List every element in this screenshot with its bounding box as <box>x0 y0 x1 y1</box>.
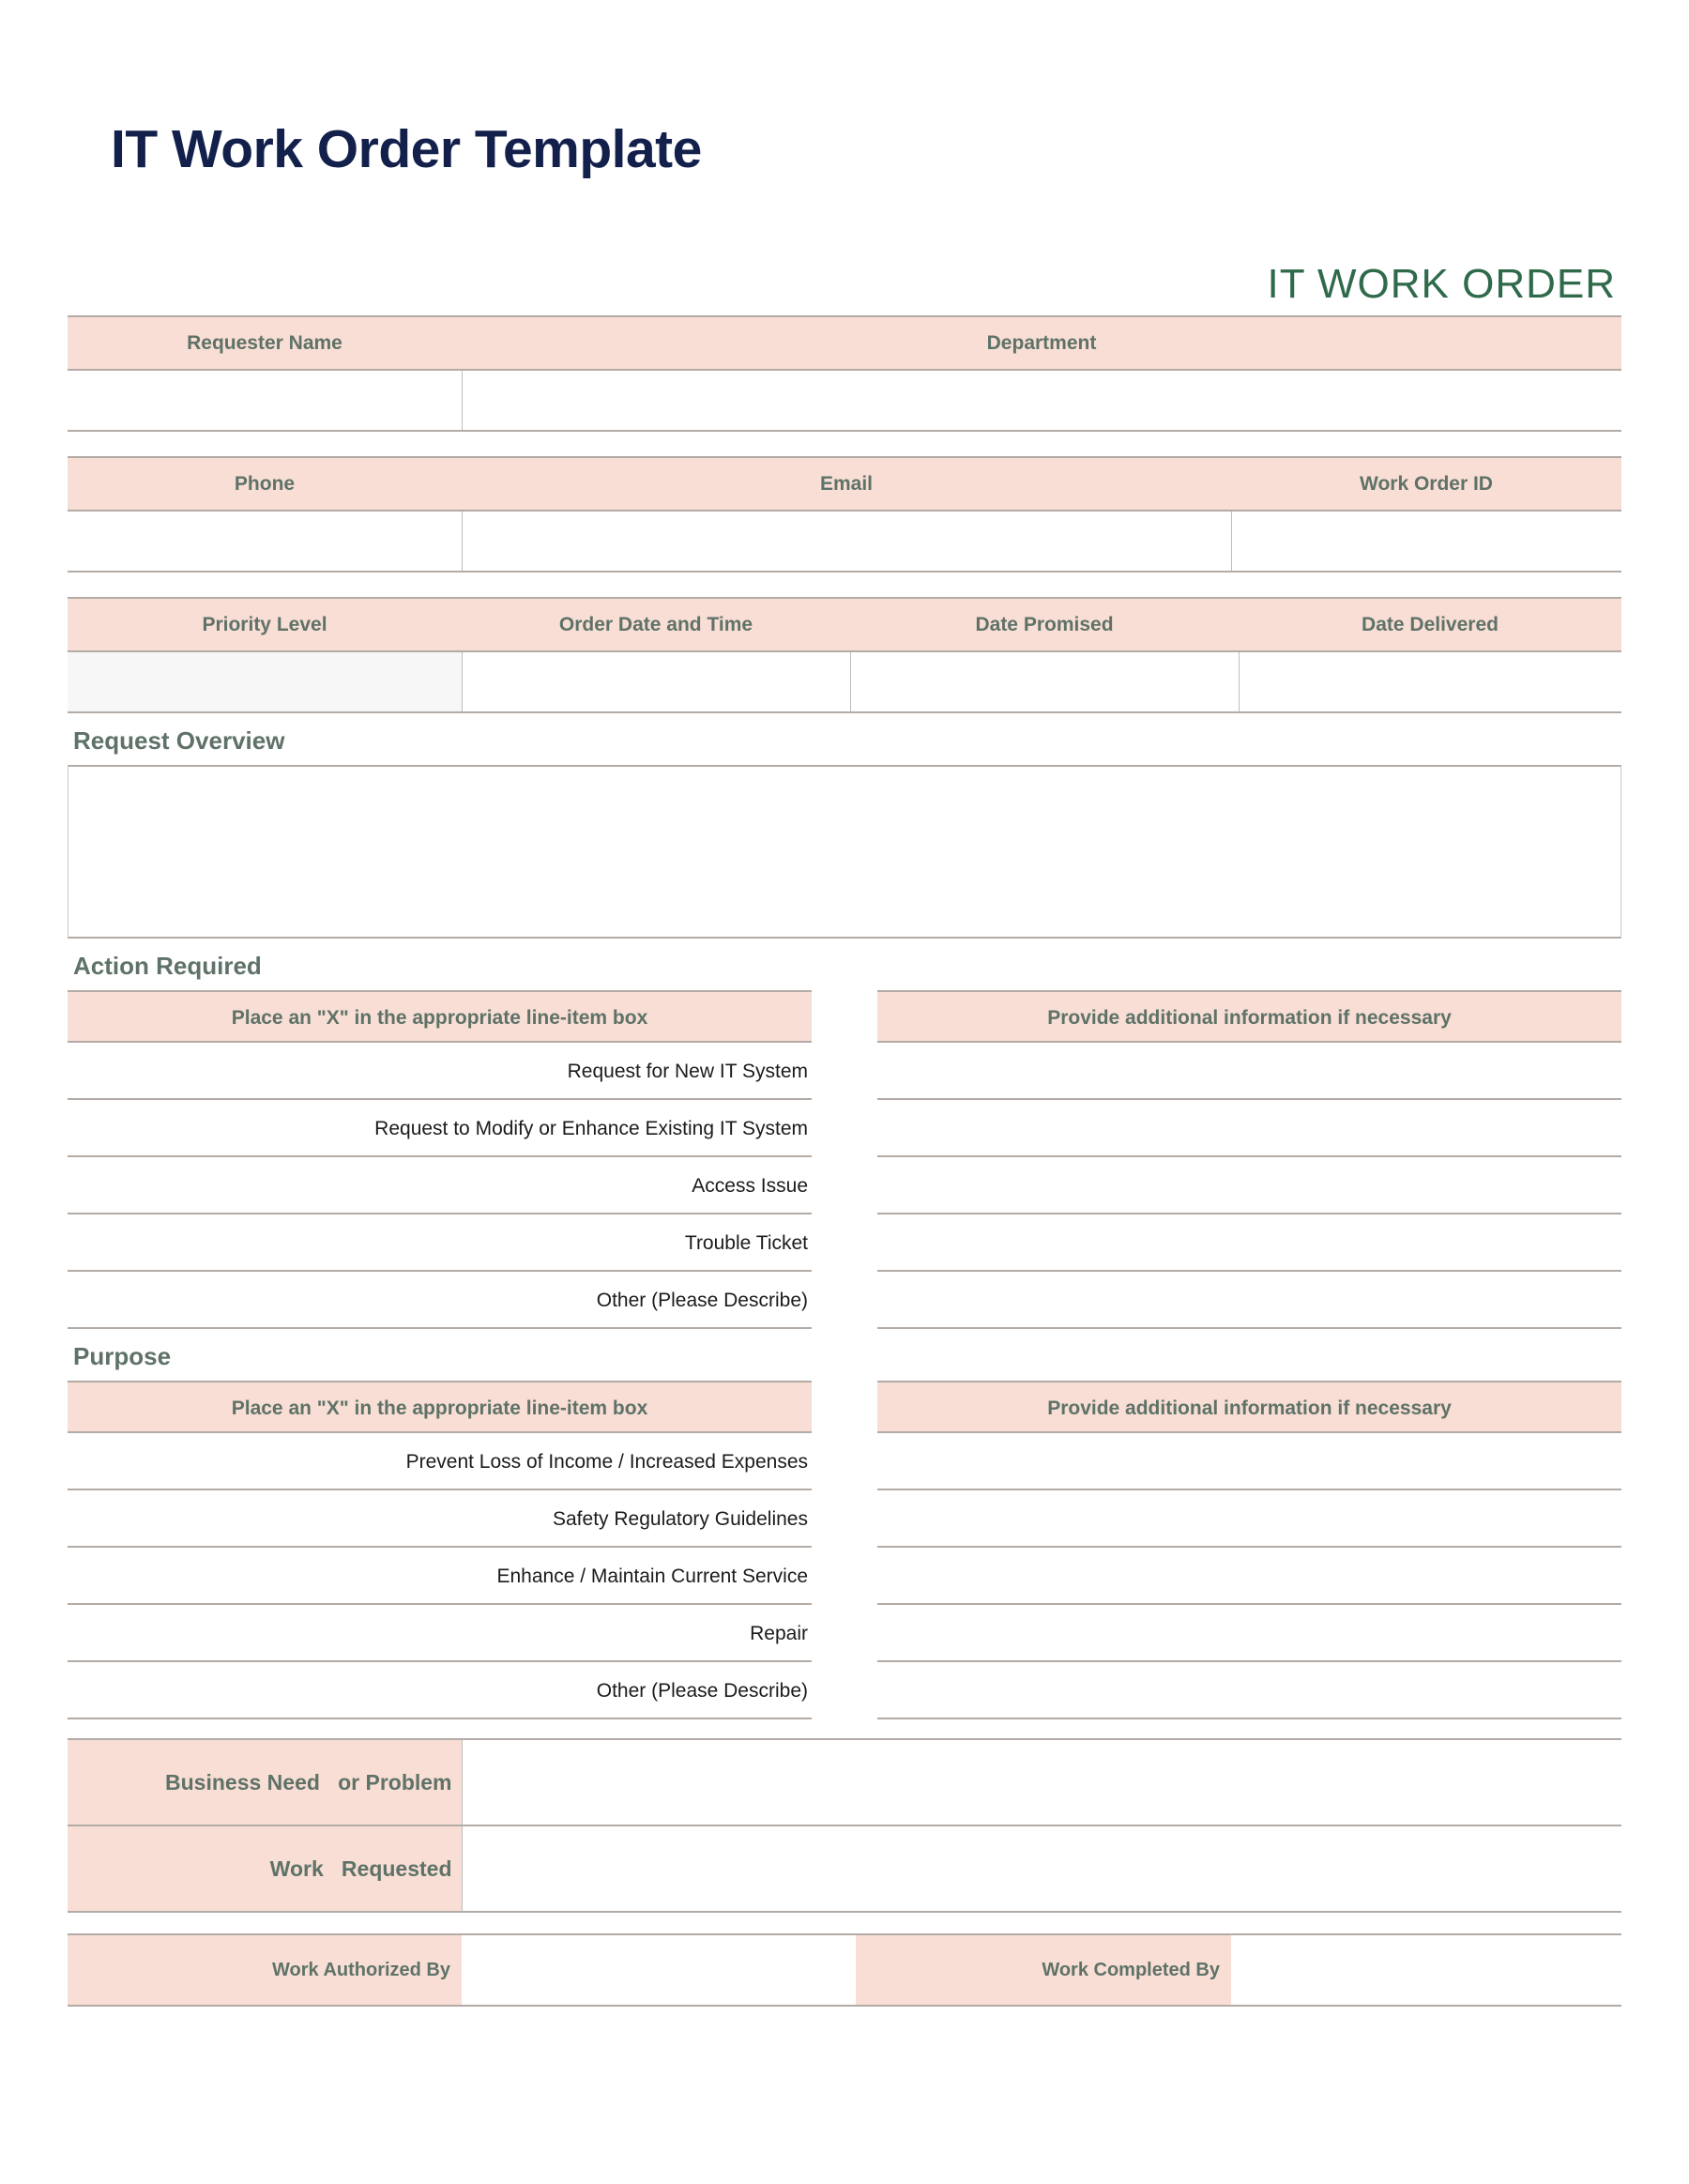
work-completed-by-label: Work Completed By <box>856 1934 1231 2006</box>
action-item-row[interactable]: Access Issue <box>68 1157 812 1214</box>
department-input[interactable] <box>462 370 1621 431</box>
purpose-item-row[interactable]: Prevent Loss of Income / Increased Expenses <box>68 1433 812 1490</box>
priority-level-header: Priority Level <box>68 598 462 651</box>
email-input[interactable] <box>462 511 1231 572</box>
work-completed-by-input[interactable] <box>1231 1934 1621 2006</box>
schedule-input-row <box>68 651 1621 712</box>
work-authorized-by-label: Work Authorized By <box>68 1934 462 2006</box>
action-note-row[interactable] <box>877 1272 1621 1329</box>
purpose-note-row[interactable] <box>877 1548 1621 1605</box>
action-required-right-banner: Provide additional information if necessary <box>877 990 1621 1043</box>
purpose-heading: Purpose <box>73 1342 172 1371</box>
purpose-item-row[interactable]: Repair <box>68 1605 812 1662</box>
business-need-label: Business Need or Problem <box>68 1739 462 1825</box>
signoff-row <box>68 1934 1621 2006</box>
action-required-notes-column <box>877 990 1621 1329</box>
requester-table <box>68 315 1621 432</box>
business-need-input[interactable] <box>462 1739 1621 1825</box>
date-promised-header: Date Promised <box>850 598 1239 651</box>
requester-header-row <box>68 316 1621 370</box>
work-requested-label: Work Requested <box>68 1825 462 1912</box>
contact-table <box>68 456 1621 573</box>
purpose-item-row[interactable]: Other (Please Describe) <box>68 1662 812 1719</box>
purpose-section <box>68 1381 1621 1719</box>
action-item-row[interactable]: Other (Please Describe) <box>68 1272 812 1329</box>
narrative-table <box>68 1738 1621 1913</box>
business-need-row <box>68 1739 1621 1825</box>
action-note-row[interactable] <box>877 1043 1621 1100</box>
work-order-form <box>68 263 1621 2007</box>
action-item-row[interactable]: Request to Modify or Enhance Existing IT System <box>68 1100 812 1157</box>
work-order-id-header: Work Order ID <box>1231 457 1621 511</box>
work-requested-input[interactable] <box>462 1825 1621 1912</box>
purpose-note-row[interactable] <box>877 1605 1621 1662</box>
action-item-row[interactable]: Request for New IT System <box>68 1043 812 1100</box>
purpose-note-row[interactable] <box>877 1490 1621 1548</box>
priority-level-input[interactable] <box>68 651 462 712</box>
date-promised-input[interactable] <box>850 651 1239 712</box>
order-date-input[interactable] <box>462 651 850 712</box>
request-overview-heading: Request Overview <box>73 726 285 756</box>
purpose-item-row[interactable]: Enhance / Maintain Current Service <box>68 1548 812 1605</box>
phone-input[interactable] <box>68 511 462 572</box>
action-required-heading: Action Required <box>73 952 262 981</box>
purpose-items-column <box>68 1381 812 1719</box>
form-heading: IT WORK ORDER <box>1267 261 1616 307</box>
department-header: Department <box>462 316 1621 370</box>
requester-name-header: Requester Name <box>68 316 462 370</box>
spacer <box>68 432 1621 456</box>
page-title: IT Work Order Template <box>111 119 702 179</box>
work-order-id-input[interactable] <box>1231 511 1621 572</box>
action-note-row[interactable] <box>877 1157 1621 1214</box>
purpose-right-banner: Provide additional information if necessary <box>877 1381 1621 1433</box>
purpose-left-banner: Place an "X" in the appropriate line-item box <box>68 1381 812 1433</box>
purpose-notes-column <box>877 1381 1621 1719</box>
date-delivered-input[interactable] <box>1239 651 1621 712</box>
action-required-section <box>68 990 1621 1329</box>
action-required-left-banner: Place an "X" in the appropriate line-item box <box>68 990 812 1043</box>
requester-input-row <box>68 370 1621 431</box>
contact-input-row <box>68 511 1621 572</box>
phone-header: Phone <box>68 457 462 511</box>
action-note-row[interactable] <box>877 1100 1621 1157</box>
purpose-note-row[interactable] <box>877 1433 1621 1490</box>
requester-name-input[interactable] <box>68 370 462 431</box>
spacer <box>68 573 1621 597</box>
action-note-row[interactable] <box>877 1214 1621 1272</box>
action-required-items-column <box>68 990 812 1329</box>
order-date-header: Order Date and Time <box>462 598 850 651</box>
schedule-table <box>68 597 1621 713</box>
request-overview-input[interactable] <box>68 765 1621 939</box>
email-header: Email <box>462 457 1231 511</box>
work-authorized-by-input[interactable] <box>462 1934 856 2006</box>
purpose-item-row[interactable]: Safety Regulatory Guidelines <box>68 1490 812 1548</box>
signoff-table <box>68 1933 1621 2007</box>
schedule-header-row <box>68 598 1621 651</box>
work-requested-row <box>68 1825 1621 1912</box>
date-delivered-header: Date Delivered <box>1239 598 1621 651</box>
purpose-note-row[interactable] <box>877 1662 1621 1719</box>
contact-header-row <box>68 457 1621 511</box>
action-item-row[interactable]: Trouble Ticket <box>68 1214 812 1272</box>
